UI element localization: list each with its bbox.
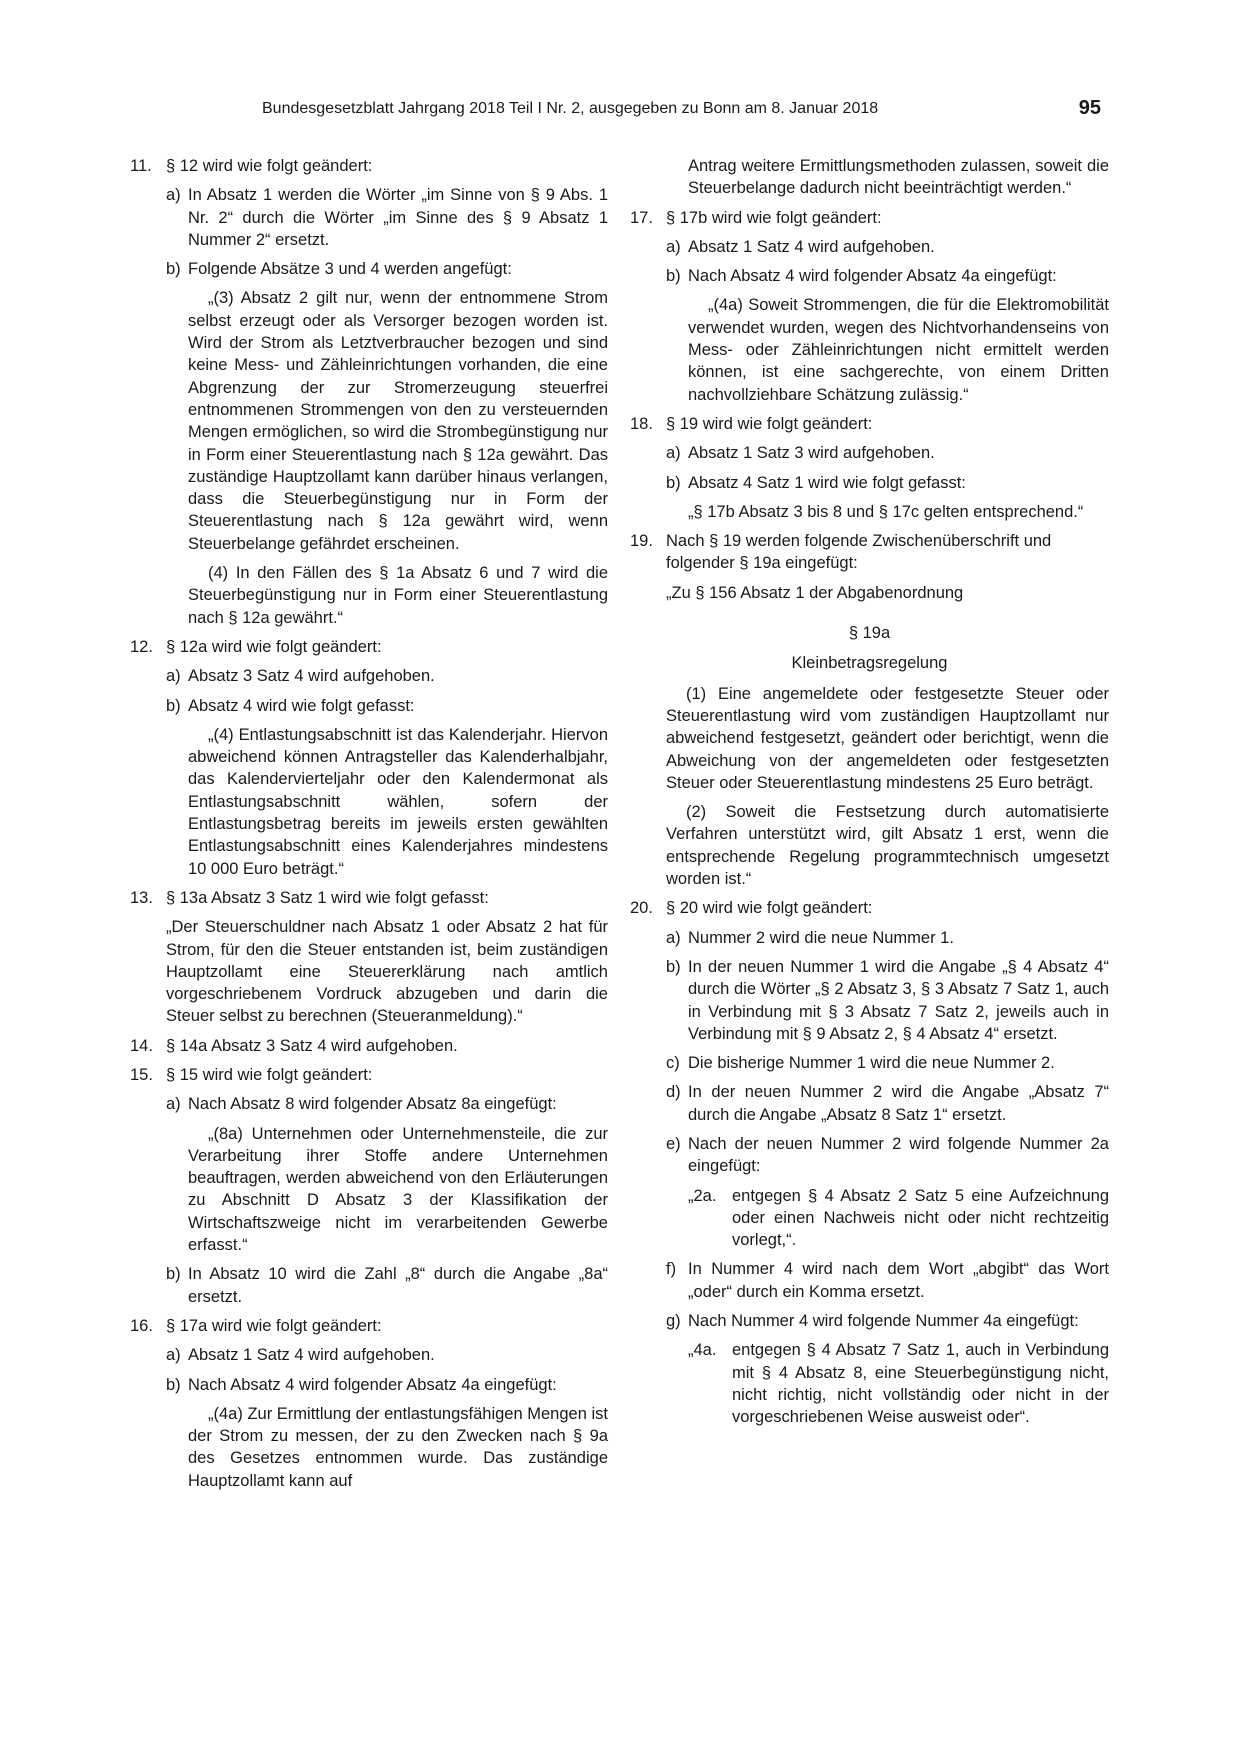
list-item (630, 897, 1109, 919)
quoted-paragraph: (4) In den Fällen des § 1a Absatz 6 und 7 wird die Steuerbegünstigung nur in Form einer Steuerentlastung nach § 12a gewährt.“ (188, 564, 608, 627)
sub-text: Nach Absatz 4 wird folgender Absatz 4a eingefügt: (188, 1375, 557, 1394)
sub-letter: a) (166, 667, 181, 686)
inserted-number-label: „4a. (688, 1341, 717, 1360)
sub-text: Die bisherige Nummer 1 wird die neue Nummer 2. (688, 1054, 1055, 1073)
sub-letter: a) (666, 444, 681, 463)
sub-text: In der neuen Nummer 2 wird die Angabe „Absatz 7“ durch die Angabe „Absatz 8 Satz 1“ ersetzt. (688, 1083, 1109, 1124)
list-item (130, 1064, 608, 1086)
section-paragraph: (1) Eine angemeldete oder festgesetzte Steuer oder Steuerentlastung wird vom zuständigen Hauptzollamt nur abweichend festgesetzt, geändert oder berichtigt, wenn die Abweichung von der angemeldeten oder festgesetzten Steuer oder Steuerentlastung mindestens 25 Euro beträgt. (666, 684, 1109, 792)
quoted-paragraph: „§ 17b Absatz 3 bis 8 und § 17c gelten entsprechend.“ (688, 502, 1084, 521)
list-item (130, 155, 608, 177)
sub-letter: b) (166, 1265, 181, 1284)
sub-text: In der neuen Nummer 1 wird die Angabe „§ 4 Absatz 4“ durch die Wörter „§ 2 Absatz 3, § 3 Absatz 7 Satz 1, auch in Verbindung mit § 3 Absatz 7 Satz 2, jeweils auch in Verbindung mit § 9 Absatz 2, § 4 Absatz 4“ ersetzt. (688, 957, 1109, 1043)
list-item (130, 887, 608, 909)
sub-letter: b) (166, 696, 181, 715)
list-item (630, 530, 1109, 575)
sub-item (666, 1133, 1109, 1178)
inserted-number-text: entgegen § 4 Absatz 7 Satz 1, auch in Verbindung mit § 4 Absatz 8, eine Steuerbegünstigung nicht, nicht richtig, nicht vollständig oder nicht in der vorgeschriebenen Weise ausweist oder“. (732, 1341, 1109, 1427)
sub-item (666, 956, 1109, 1045)
item-number: 12. (130, 637, 153, 656)
sub-item (666, 236, 1109, 258)
sub-letter: b) (166, 1375, 181, 1394)
quoted-paragraph: „Der Steuerschuldner nach Absatz 1 oder Absatz 2 hat für Strom, für den die Steuer entstanden ist, beim zuständigen Hauptzollamt eine Steuererklärung nach amtlich vorgeschriebenem Vordruck abzugeben und darin die Steuer selbst zu berechnen (Steueranmeldung).“ (166, 918, 608, 1026)
sub-item (166, 1344, 608, 1366)
sub-item (166, 258, 608, 280)
section-heading: Kleinbetragsregelung (791, 654, 948, 673)
sub-item (666, 442, 1109, 464)
sub-item (666, 1258, 1109, 1303)
item-text: § 17b wird wie folgt geändert: (666, 208, 882, 227)
item-text: § 15 wird wie folgt geändert: (166, 1065, 373, 1084)
sub-item (666, 472, 1109, 494)
sub-item (666, 265, 1109, 287)
sub-letter: a) (166, 186, 181, 205)
quoted-paragraph: „(4a) Zur Ermittlung der entlastungsfähigen Mengen ist der Strom zu messen, der zu den Zwecken nach § 9a des Gesetzes entnommen wurde. Das zuständige Hauptzollamt kann auf (188, 1404, 608, 1490)
list-item (630, 413, 1109, 435)
section-title: § 19a (848, 624, 891, 643)
sub-letter: d) (666, 1083, 681, 1102)
sub-letter: g) (666, 1312, 681, 1331)
item-text: § 14a Absatz 3 Satz 4 wird aufgehoben. (166, 1036, 458, 1055)
sub-text: Folgende Absätze 3 und 4 werden angefügt: (188, 260, 512, 279)
sub-text: In Absatz 1 werden die Wörter „im Sinne von § 9 Abs. 1 Nr. 2“ durch die Wörter „im Sinne des § 9 Absatz 1 Nummer 2“ ersetzt. (188, 186, 608, 249)
inserted-number (688, 1185, 1109, 1252)
page-number: 95 (1078, 97, 1101, 119)
sub-text: Nach Absatz 4 wird folgender Absatz 4a eingefügt: (688, 267, 1057, 286)
sub-letter: b) (666, 267, 681, 286)
sub-letter: a) (166, 1346, 181, 1365)
sub-item (666, 1052, 1109, 1074)
left-column (130, 155, 608, 1499)
item-number: 13. (130, 888, 153, 907)
list-item (630, 207, 1109, 229)
item-text: § 12a wird wie folgt geändert: (166, 637, 382, 656)
inserted-number (688, 1339, 1109, 1428)
sub-item (166, 1263, 608, 1308)
sub-item (166, 1093, 608, 1115)
sub-letter: b) (666, 473, 681, 492)
item-text: Nach § 19 werden folgende Zwischenüberschrift und folgender § 19a eingefügt: (666, 532, 1052, 573)
item-text: § 19 wird wie folgt geändert: (666, 414, 873, 433)
item-number: 14. (130, 1036, 153, 1055)
item-number: 19. (630, 532, 653, 551)
item-text: § 12 wird wie folgt geändert: (166, 157, 373, 175)
quoted-paragraph: „Zu § 156 Absatz 1 der Abgabenordnung (666, 583, 964, 602)
item-text: § 20 wird wie folgt geändert: (666, 899, 873, 918)
quoted-paragraph: „(8a) Unternehmen oder Unternehmensteile, die zur Verarbeitung ihrer Stoffe andere Unternehmen beauftragen, werden abweichend von den Erläuterungen zu Abschnitt D Absatz 3 der Klassifikation der Wirtschaftszweige nicht im verarbeitenden Gewerbe erfasst.“ (188, 1124, 608, 1255)
sub-item (166, 1374, 608, 1396)
sub-text: Absatz 4 Satz 1 wird wie folgt gefasst: (688, 473, 966, 492)
quoted-paragraph: Antrag weitere Ermittlungsmethoden zulassen, soweit die Steuerbelange dadurch nicht beeinträchtigt werden.“ (688, 157, 1109, 198)
quoted-paragraph: „(4) Entlastungsabschnitt ist das Kalenderjahr. Hiervon abweichend können Antragsteller das Kalenderhalbjahr, das Kalendervierteljahr oder den Kalendermonat als Entlastungsabschnitt wählen, sofern der Entlastungsbetrag bereits im jeweils ersten gewählten Entlastungsabschnitt eines Kalenderjahres mindestens 10 000 Euro beträgt.“ (188, 725, 608, 878)
sub-text: Absatz 1 Satz 4 wird aufgehoben. (688, 237, 935, 256)
sub-text: Nach der neuen Nummer 2 wird folgende Nummer 2a eingefügt: (688, 1134, 1109, 1176)
sub-text: Absatz 1 Satz 4 wird aufgehoben. (188, 1346, 435, 1365)
item-number: 11. (130, 157, 152, 175)
item-number: 15. (130, 1065, 153, 1084)
sub-item (166, 184, 608, 251)
item-text: § 17a wird wie folgt geändert: (166, 1316, 382, 1335)
item-number: 20. (630, 899, 653, 918)
item-number: 17. (630, 208, 653, 227)
sub-text: Absatz 1 Satz 3 wird aufgehoben. (688, 444, 935, 463)
sub-item (666, 1081, 1109, 1126)
list-item (130, 1315, 608, 1337)
sub-text: Absatz 3 Satz 4 wird aufgehoben. (188, 667, 435, 686)
sub-text: In Absatz 10 wird die Zahl „8“ durch die Angabe „8a“ ersetzt. (188, 1265, 608, 1306)
sub-item (166, 695, 608, 717)
sub-letter: b) (166, 260, 181, 279)
section-paragraph: (2) Soweit die Festsetzung durch automatisierte Verfahren unterstützt wird, gilt Absatz 1 erst, wenn die entsprechende Regelung programmtechnisch umgesetzt worden ist.“ (666, 803, 1109, 889)
sub-letter: b) (666, 957, 681, 976)
running-header: Bundesgesetzblatt Jahrgang 2018 Teil I Nr. 2, ausgegeben zu Bonn am 8. Januar 2018 (262, 100, 879, 117)
sub-item (666, 927, 1109, 949)
list-item (130, 636, 608, 658)
sub-text: Absatz 4 wird wie folgt gefasst: (188, 696, 415, 715)
quoted-paragraph: „(4a) Soweit Strommengen, die für die Elektromobilität verwendet wurden, wegen des Nichtvorhandenseins von Mess- oder Zähleinrichtungen nicht ermittelt werden können, ist eine sachgerechte, von einem Dritten nachvollziehbare Schätzung zulässig.“ (688, 296, 1109, 404)
sub-letter: e) (666, 1134, 681, 1153)
item-number: 18. (630, 414, 653, 433)
item-number: 16. (130, 1316, 153, 1335)
sub-item (666, 1310, 1109, 1332)
sub-letter: c) (666, 1054, 680, 1073)
quoted-paragraph: „(3) Absatz 2 gilt nur, wenn der entnommene Strom selbst erzeugt oder als Versorger bezogen worden ist. Wird der Strom als Letztverbraucher bezogen und sind keine Mess- und Zähleinrichtungen vorhanden, die eine Abgrenzung der zur Stromerzeugung steuerfrei entnommenen Strommengen von den zu versteuernden Mengen ermöglichen, so wird die Strombegünstigung nur in Form einer Steuerentlastung nach § 12a gewährt. Das zuständige Hauptzollamt kann darüber hinaus verlangen, dass die Steuerbegünstigung nur in Form der Steuerentlastung nach § 12a gewährt wird, wenn Steuerbelange gefährdet erscheinen. (188, 289, 608, 553)
sub-letter: a) (666, 928, 681, 947)
sub-text: Nach Absatz 8 wird folgender Absatz 8a eingefügt: (188, 1095, 557, 1114)
inserted-number-text: entgegen § 4 Absatz 2 Satz 5 eine Aufzeichnung oder einen Nachweis nicht oder nicht rechtzeitig vorlegt,“. (732, 1186, 1109, 1250)
sub-text: Nummer 2 wird die neue Nummer 1. (688, 928, 954, 947)
sub-text: Nach Nummer 4 wird folgende Nummer 4a eingefügt: (688, 1312, 1079, 1331)
sub-letter: a) (166, 1095, 181, 1114)
list-item (130, 1035, 608, 1057)
right-column (630, 155, 1109, 1436)
sub-letter: f) (666, 1260, 677, 1279)
sub-letter: a) (666, 237, 681, 256)
inserted-number-label: „2a. (688, 1186, 717, 1205)
sub-text: In Nummer 4 wird nach dem Wort „abgibt“ das Wort „oder“ durch ein Komma ersetzt. (688, 1260, 1109, 1301)
sub-item (166, 665, 608, 687)
item-text: § 13a Absatz 3 Satz 1 wird wie folgt gefasst: (166, 888, 489, 907)
